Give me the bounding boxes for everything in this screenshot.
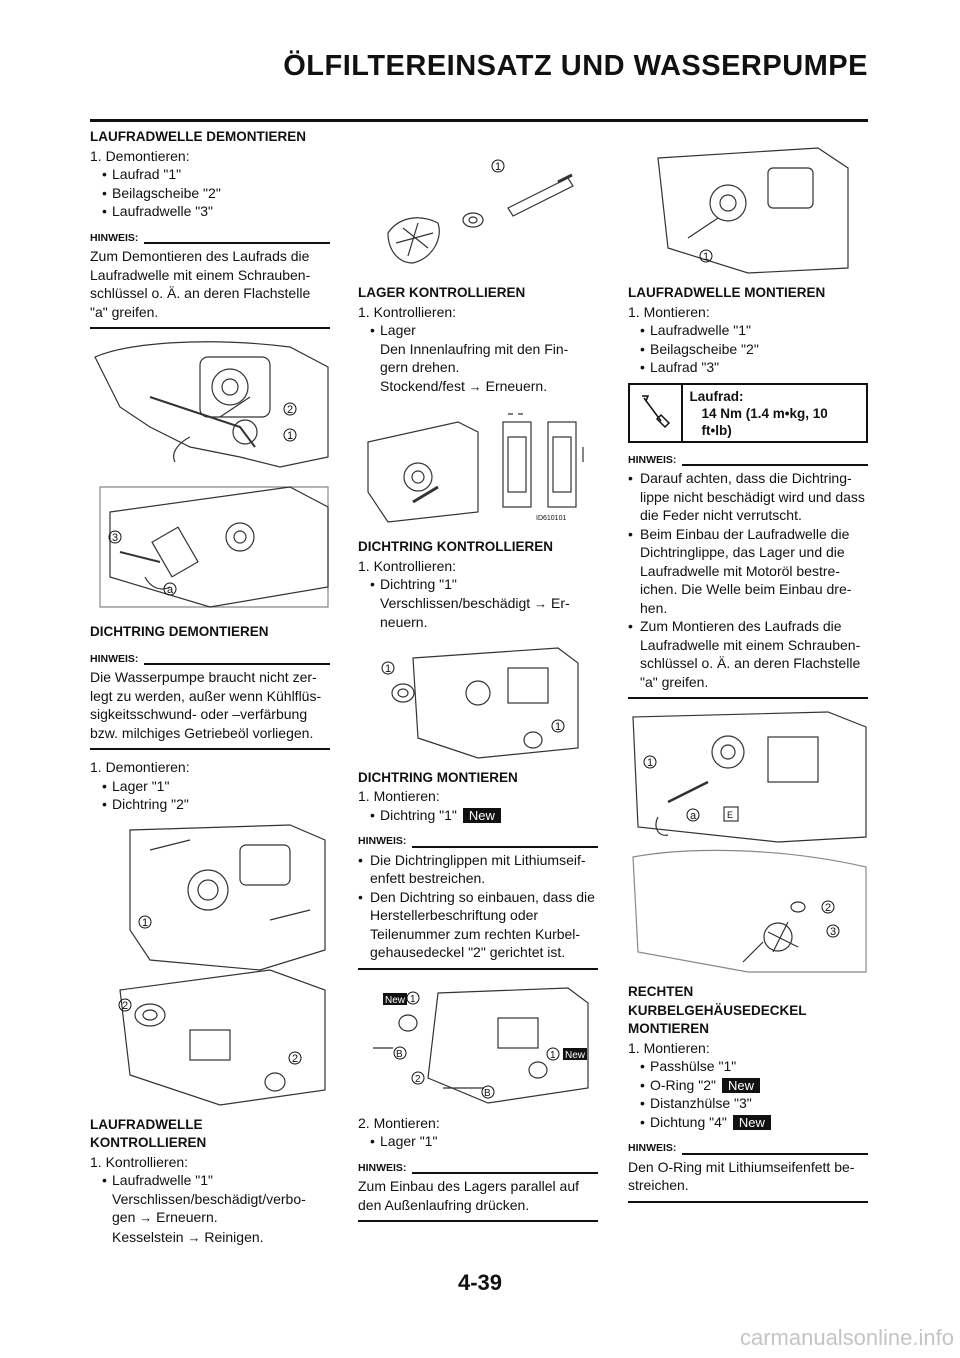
- illustration-seal-install: [358, 978, 598, 1108]
- step-text: 1. Kontrollieren:: [358, 557, 457, 574]
- list-item: • Passhülse "1": [628, 1057, 868, 1076]
- list-item: • Dichtring "2": [90, 795, 330, 814]
- illustration-bearing-seal-removal: [90, 820, 330, 1110]
- section-title: RECHTEN: [628, 984, 694, 999]
- list-detail: gern drehen.: [380, 359, 460, 375]
- list-item: • Beilagscheibe "2": [628, 340, 868, 359]
- note-label: HINWEIS:: [358, 835, 407, 847]
- callout-e: E: [727, 810, 734, 820]
- list-item: • Dichtring "1": [358, 575, 598, 594]
- list-item: • Laufrad "1": [90, 165, 330, 184]
- callout-2: 2: [415, 1073, 421, 1085]
- new-badge: New: [565, 1049, 586, 1061]
- callout-1: 1: [550, 1049, 556, 1061]
- callout-a: a: [167, 584, 174, 596]
- list-detail: Verschlissen/beschädigt → Er-: [380, 594, 570, 611]
- callout-1: 1: [410, 993, 416, 1005]
- callout-1: 1: [495, 161, 502, 173]
- page-number: 4-39: [457, 1270, 503, 1295]
- note-box: [358, 832, 598, 970]
- note-box: [90, 229, 330, 330]
- callout-2: 2: [122, 999, 129, 1012]
- list-detail: Den Innenlaufring mit den Fin-: [380, 340, 569, 357]
- note-label: HINWEIS:: [90, 652, 139, 665]
- list-item: • Dichtring "1" New: [358, 806, 598, 825]
- list-item: • Laufrad "3": [628, 358, 868, 377]
- column-3: [628, 128, 868, 1211]
- callout-b: B: [484, 1087, 491, 1099]
- note-item: • Die Dichtringlippen mit Lithiumseif-enfett bestreichen.: [358, 851, 598, 888]
- illustration-impeller-parts: [358, 138, 598, 278]
- figure-code: ID610101: [536, 515, 567, 522]
- callout-1: 1: [385, 662, 392, 675]
- list-item: • O-Ring "2" New: [628, 1076, 868, 1095]
- torque-label: Laufrad:: [689, 388, 744, 404]
- note-text: Zum Einbau des Lagers parallel auf den Außenlaufring drücken.: [358, 1178, 580, 1213]
- list-detail: Verschlissen/beschädigt/verbo-: [112, 1190, 306, 1207]
- step-text: 2. Montieren:: [358, 1114, 440, 1131]
- callout-1: 1: [555, 720, 562, 733]
- note-text: Die Wasserpumpe braucht nicht zer-legt zu werden, außer wenn Kühlflüs-sigkeitsschwund- oder –verfärbung bzw. milchiges Getriebeöl vorliegen.: [90, 669, 322, 741]
- section-title: DICHTRING MONTIEREN: [358, 769, 518, 785]
- new-badge: New: [463, 808, 501, 823]
- list-item: • Beilagscheibe "2": [90, 184, 330, 203]
- list-detail: gen → Erneuern.: [112, 1209, 218, 1225]
- list-item: • Laufradwelle "3": [90, 202, 330, 221]
- illustration-impeller-removal: [90, 337, 330, 617]
- callout-a: a: [690, 810, 697, 822]
- column-1: [90, 128, 330, 1247]
- torque-spec: [628, 383, 868, 443]
- section-title: KONTROLLIEREN: [90, 1135, 207, 1150]
- section-title: LAUFRADWELLE DEMONTIEREN: [90, 129, 306, 144]
- illustration-impeller-install: [628, 707, 868, 977]
- step-text: 1. Montieren:: [628, 303, 710, 320]
- note-item: • Zum Montieren des Laufrads die Laufradwelle mit einem Schrauben-schlüssel o. Ä. an deren Flachstelle "a" greifen.: [628, 617, 868, 691]
- list-detail: Kesselstein → Reinigen.: [112, 1228, 264, 1245]
- section-title: DICHTRING KONTROLLIEREN: [358, 539, 553, 554]
- illustration-impeller-shaft-install: [628, 138, 868, 278]
- new-badge: New: [385, 994, 406, 1006]
- list-item: • Laufradwelle "1": [628, 321, 868, 340]
- callout-2: 2: [825, 902, 832, 914]
- section-title: KURBELGEHÄUSEDECKEL: [628, 1002, 807, 1018]
- callout-1: 1: [647, 757, 654, 769]
- step-text: 1. Kontrollieren:: [358, 303, 457, 320]
- list-item: • Distanzhülse "3": [628, 1094, 868, 1113]
- header-rule: [90, 119, 868, 122]
- note-item: • Darauf achten, dass die Dichtring-lippe nicht beschädigt wird und dass die Feder nicht verrutscht.: [628, 469, 868, 525]
- note-box: [90, 650, 330, 751]
- note-item: • Beim Einbau der Laufradwelle die Dichtringlippe, das Lager und die Laufradwelle mit Motoröl bestre-ichen. Die Welle beim Einbau dre-hen.: [628, 525, 868, 618]
- note-box: [628, 451, 868, 700]
- list-detail: neuern.: [380, 614, 428, 630]
- section-title: LAUFRADWELLE: [90, 1116, 203, 1132]
- step-text: 1. Kontrollieren:: [90, 1153, 189, 1170]
- callout-1: 1: [703, 251, 710, 263]
- callout-3: 3: [112, 532, 119, 544]
- step-text: 1. Montieren:: [358, 788, 440, 804]
- note-box: [358, 1159, 598, 1223]
- illustration-bearing-check: [358, 402, 598, 532]
- section-title: MONTIEREN: [628, 1021, 709, 1036]
- note-label: HINWEIS:: [628, 1142, 677, 1154]
- callout-3: 3: [830, 926, 837, 938]
- torque-wrench-icon: [630, 385, 683, 441]
- list-item: • Lager "1": [90, 777, 330, 796]
- new-badge: New: [733, 1115, 771, 1130]
- step-text: 1. Demontieren:: [90, 147, 190, 164]
- page-title: ÖLFILTEREINSATZ UND WASSERPUMPE: [283, 50, 868, 82]
- section-title: DICHTRING DEMONTIEREN: [90, 624, 269, 639]
- note-label: HINWEIS:: [628, 453, 677, 466]
- callout-2: 2: [292, 1052, 299, 1065]
- list-item: • Lager "1": [358, 1132, 598, 1151]
- callout-2: 2: [287, 404, 294, 416]
- section-title: LAUFRADWELLE MONTIEREN: [628, 285, 826, 300]
- step-text: 1. Montieren:: [628, 1039, 710, 1056]
- illustration-seal-check: [358, 638, 598, 763]
- footer-watermark[interactable]: carmanualsonline.info: [739, 1325, 954, 1350]
- note-text: Den O-Ring mit Lithiumseifenfett be-streichen.: [628, 1158, 855, 1193]
- list-item: • Dichtung "4" New: [628, 1113, 868, 1132]
- list-item: • Laufradwelle "1": [90, 1171, 330, 1190]
- section-title: LAGER KONTROLLIEREN: [358, 285, 526, 300]
- note-text: Zum Demontieren des Laufrads die Laufradwelle mit einem Schrauben-schlüssel o. Ä. an deren Flachstelle "a" greifen.: [90, 248, 311, 320]
- note-box: [628, 1139, 868, 1203]
- list-detail: Stockend/fest → Erneuern.: [380, 377, 548, 394]
- new-badge: New: [722, 1078, 760, 1093]
- note-label: HINWEIS:: [358, 1161, 407, 1174]
- list-item: • Lager: [358, 321, 598, 340]
- callout-1: 1: [142, 916, 149, 929]
- column-2: [358, 128, 598, 1230]
- note-label: HINWEIS:: [90, 231, 139, 244]
- step-text: 1. Demontieren:: [90, 759, 190, 775]
- callout-1: 1: [287, 430, 294, 442]
- note-item: • Den Dichtring so einbauen, dass die Herstellerbeschriftung oder Teilenummer zum rechten Kurbel-gehausedeckel "2" gerichtet ist.: [358, 888, 598, 962]
- torque-value: 14 Nm (1.4 m•kg, 10 ft•lb): [701, 405, 828, 438]
- callout-b: B: [396, 1048, 403, 1060]
